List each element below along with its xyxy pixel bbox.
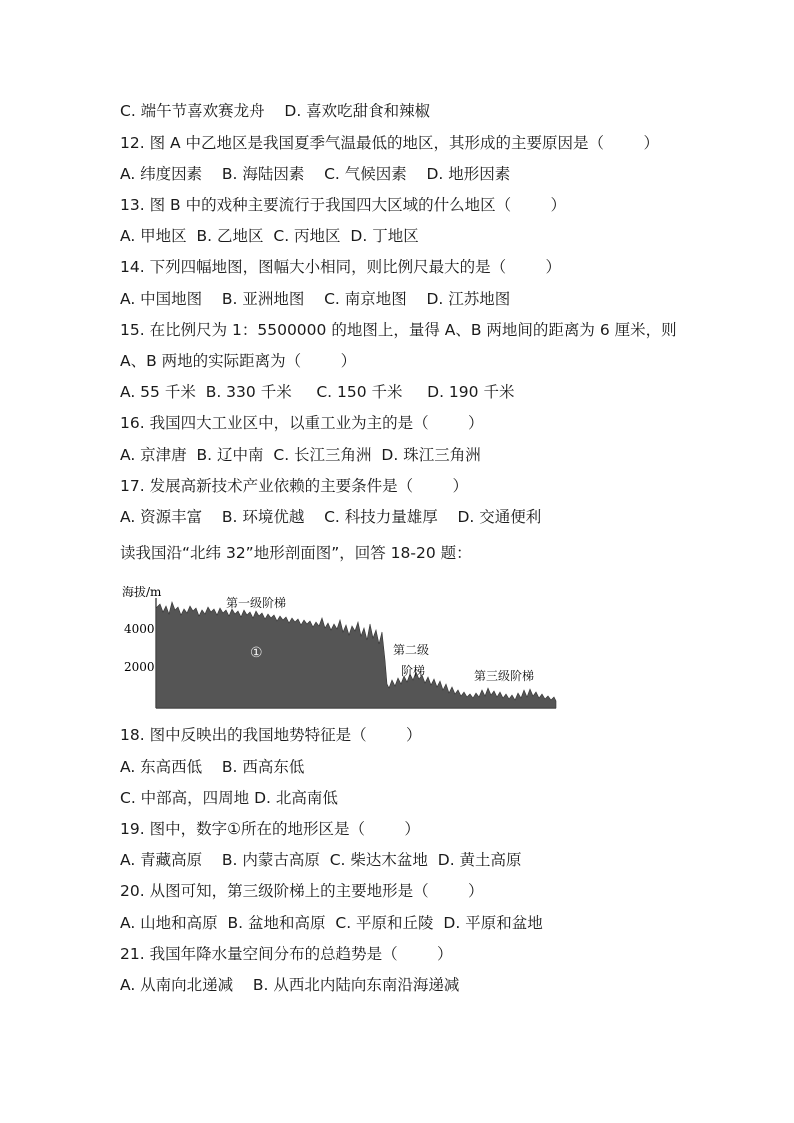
question-17: 17. 发展高新技术产业依赖的主要条件是（ ） <box>120 477 468 495</box>
question-14-options: A. 中国地图 B. 亚洲地图 C. 南京地图 D. 江苏地图 <box>120 290 511 308</box>
text-line-c-options-dragon-boat: C. 端午节喜欢赛龙舟 D. 喜欢吃甜食和辣椒 <box>120 102 431 120</box>
y-tick-label-4000: 4000 <box>124 622 155 636</box>
label-second-step-line1: 第二级 <box>393 643 430 657</box>
question-13: 13. 图 B 中的戏种主要流行于我国四大区域的什么地区（ ） <box>120 196 566 214</box>
question-19: 19. 图中，数字①所在的地形区是（ ） <box>120 820 420 838</box>
question-12: 12. 图 A 中乙地区是我国夏季气温最低的地区，其形成的主要原因是（ ） <box>120 134 659 152</box>
terrain-profile-svg <box>120 580 560 712</box>
question-15-options: A. 55 千米 B. 330 千米 C. 150 千米 D. 190 千米 <box>120 383 515 401</box>
question-16: 16. 我国四大工业区中，以重工业为主的是（ ） <box>120 414 484 432</box>
question-15-continued: A、B 两地的实际距离为（ ） <box>120 352 357 370</box>
figure-instruction: 读我国沿“北纬 32”地形剖面图”，回答 18-20 题： <box>120 544 472 562</box>
question-16-options: A. 京津唐 B. 辽中南 C. 长江三角洲 D. 珠江三角洲 <box>120 446 481 464</box>
question-15: 15. 在比例尺为 1：5500000 的地图上，量得 A、B 两地间的距离为 6 厘米，则 <box>120 321 677 339</box>
question-21-options: A. 从南向北递减 B. 从西北内陆向东南沿海递减 <box>120 976 460 994</box>
marker-number-label: ① <box>250 645 263 661</box>
question-17-options: A. 资源丰富 B. 环境优越 C. 科技力量雄厚 D. 交通便利 <box>120 508 542 526</box>
y-axis-label: 海拔/m <box>122 585 162 599</box>
question-19-options: A. 青藏高原 B. 内蒙古高原 C. 柴达木盆地 D. 黄土高原 <box>120 851 522 869</box>
terrain-profile-figure <box>120 580 560 712</box>
terrain-silhouette <box>156 602 556 708</box>
question-13-options: A. 甲地区 B. 乙地区 C. 丙地区 D. 丁地区 <box>120 227 419 245</box>
y-tick-label-2000: 2000 <box>124 660 155 674</box>
question-18: 18. 图中反映出的我国地势特征是（ ） <box>120 726 422 744</box>
label-first-step: 第一级阶梯 <box>226 596 287 610</box>
label-third-step: 第三级阶梯 <box>474 669 535 683</box>
question-20: 20. 从图可知，第三级阶梯上的主要地形是（ ） <box>120 882 484 900</box>
label-second-step-line2: 阶梯 <box>401 664 426 678</box>
question-21: 21. 我国年降水量空间分布的总趋势是（ ） <box>120 945 453 963</box>
question-14: 14. 下列四幅地图，图幅大小相同，则比例尺最大的是（ ） <box>120 258 561 276</box>
question-18-options-cd: C. 中部高，四周地 D. 北高南低 <box>120 789 338 807</box>
question-20-options: A. 山地和高原 B. 盆地和高原 C. 平原和丘陵 D. 平原和盆地 <box>120 914 543 932</box>
question-12-options: A. 纬度因素 B. 海陆因素 C. 气候因素 D. 地形因素 <box>120 165 511 183</box>
question-18-options-ab: A. 东高西低 B. 西高东低 <box>120 758 305 776</box>
